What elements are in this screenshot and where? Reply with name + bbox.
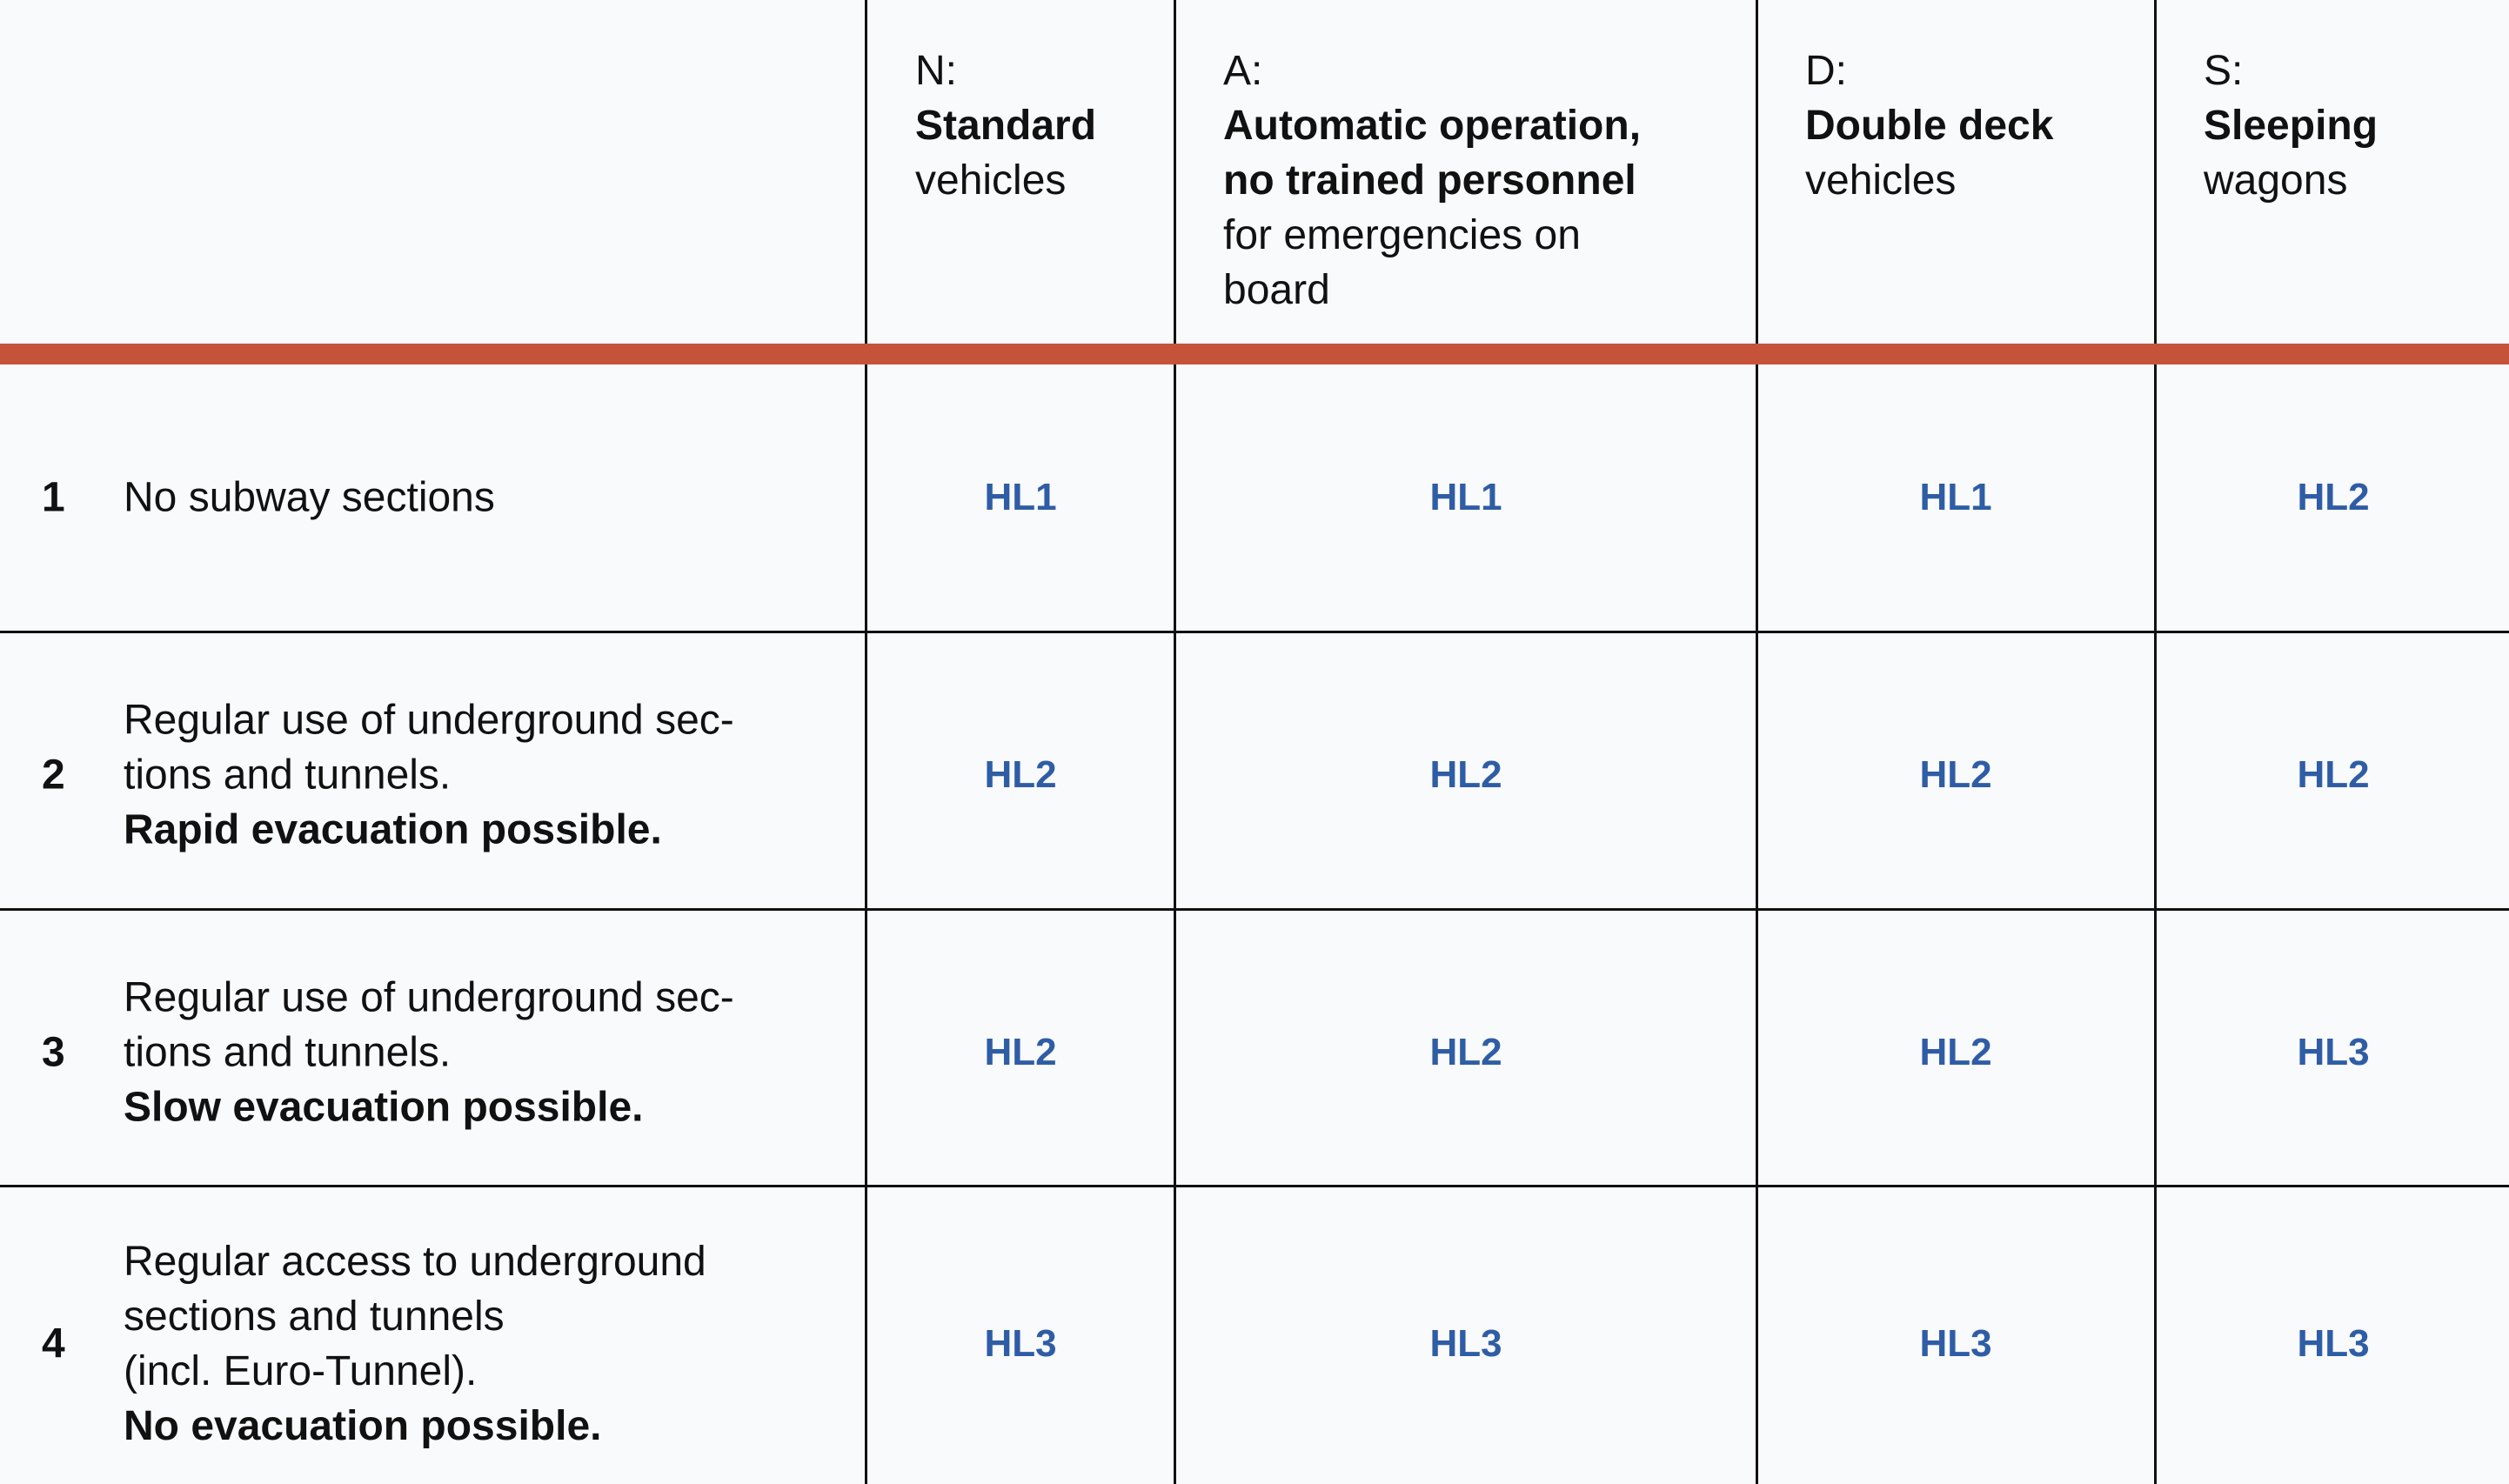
row-divider [0,1185,2509,1187]
row-description: Regular use of underground sec- tions and tunnels. Rapid evacuation possible. [124,697,734,853]
hazard-level-cell: HL3 [1919,1322,1992,1365]
column-code: D: [1805,48,1847,94]
hazard-level-cell: HL2 [2297,476,2370,518]
row-divider [0,631,2509,633]
column-title: Automatic operation, [1223,103,1642,149]
hazard-level-cell: HL1 [1919,476,1992,518]
row-number: 2 [42,752,65,799]
hazard-level-cell: HL3 [2297,1322,2370,1365]
column-code: S: [2204,48,2244,94]
hazard-level-cell: HL3 [984,1322,1057,1365]
hazard-level-cell: HL2 [984,1031,1057,1073]
row-description: Regular access to underground sections and tunnels (incl. Euro-Tunnel). No evacuation possible. [124,1239,706,1449]
hazard-level-cell: HL3 [1429,1322,1502,1365]
column-divider [1756,0,1758,1484]
hazard-level-cell: HL2 [1429,1031,1502,1073]
column-header-standard [915,43,1096,208]
row-number: 4 [42,1320,65,1367]
column-divider [865,0,867,1484]
column-divider [2154,0,2157,1484]
column-subtitle: for emergencies on [1223,212,1581,258]
column-subtitle: wagons [2204,157,2348,204]
row-description: No subway sections [124,474,495,521]
column-subtitle: board [1223,267,1330,313]
column-subtitle: vehicles [1805,157,1957,204]
hazard-level-cell: HL1 [1429,476,1502,518]
row-description: Regular use of underground sec- tions and tunnels. Slow evacuation possible. [124,974,734,1131]
row-number: 3 [42,1029,65,1076]
column-title: Standard [915,103,1097,149]
row-divider [0,908,2509,911]
column-code: N: [915,48,957,94]
column-title: Sleeping [2204,103,2379,149]
column-header-double-deck [1805,43,2053,208]
hazard-level-cell: HL2 [1919,753,1992,796]
hazard-level-cell: HL3 [2297,1031,2370,1073]
column-title: no trained personnel [1223,157,1636,204]
column-header-automatic [1223,43,1641,318]
header-separator-line [0,344,2509,364]
hazard-level-cell: HL2 [1429,753,1502,796]
column-code: A: [1223,48,1263,94]
hazard-level-cell: HL2 [1919,1031,1992,1073]
hazard-level-cell: HL2 [2297,753,2370,796]
column-subtitle: vehicles [915,157,1067,204]
column-divider [1174,0,1176,1484]
column-header-sleeping [2204,43,2378,208]
hazard-level-cell: HL1 [984,476,1057,518]
column-title: Double deck [1805,103,2054,149]
hazard-level-cell: HL2 [984,753,1057,796]
row-number: 1 [42,474,65,521]
